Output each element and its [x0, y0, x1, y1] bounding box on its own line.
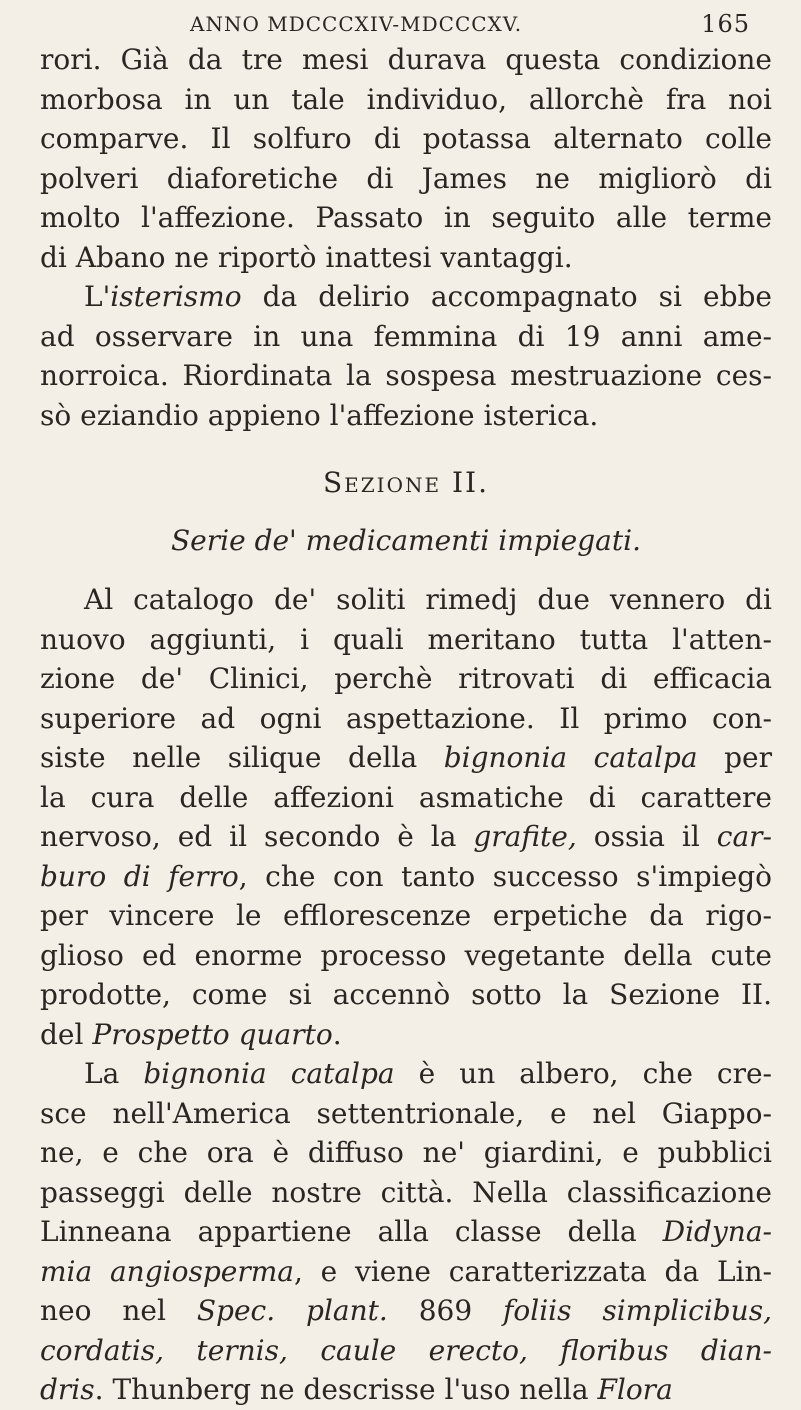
text-run: , e viene caratterizzata da Lin-: [293, 1254, 772, 1288]
italic-term: mia angiosperma: [40, 1254, 294, 1288]
italic-term: grafite,: [473, 820, 577, 853]
text-run: La: [84, 1057, 144, 1090]
text-line: [40, 277, 772, 317]
text-run: .: [332, 1017, 342, 1051]
text-line: [40, 1054, 772, 1094]
text-run: siste nelle silique della: [40, 741, 444, 774]
text-run: da delirio accompagnato si ebbe: [241, 280, 772, 313]
italic-term: Prospetto quarto: [92, 1017, 333, 1051]
text-line: [40, 1291, 772, 1331]
text-line: [40, 738, 772, 778]
text-line: ad osservare in una femmina di 19 anni ame-: [40, 319, 772, 353]
italic-term: dris: [40, 1373, 95, 1406]
text-line: ne, e che ora è diffuso ne' giardini, e pubblici: [40, 1136, 772, 1169]
text-run: nervoso, ed il secondo è la: [40, 820, 474, 853]
text-run: Linneana appartiene alla classe della: [40, 1215, 663, 1248]
text-line: [40, 1331, 772, 1371]
italic-term: bignonia catalpa: [443, 741, 698, 774]
text-line: comparve. Il solfuro di potassa alternato colle: [40, 122, 772, 155]
running-title: ANNO MDCCCXIV-MDCCCXV.: [190, 12, 523, 36]
text-line: [40, 817, 772, 857]
text-line: glioso ed enorme processo vegetante della cute: [40, 938, 772, 972]
section-subtitle: Serie de' medicamenti impiegati.: [171, 523, 641, 557]
italic-term: Didyna-: [662, 1215, 772, 1248]
italic-term: buro di ferro: [40, 859, 239, 893]
paragraph: [40, 277, 772, 435]
text-line: di Abano ne riportò inattesi vantaggi.: [40, 240, 573, 274]
italic-term: isterismo: [110, 280, 242, 313]
text-line: morbosa in un tale individuo, allorchè fra noi: [40, 82, 772, 116]
text-line: superiore ad ogni aspettazione. Il primo con-: [40, 701, 772, 735]
text-line: [40, 1015, 772, 1055]
text-run: per: [697, 741, 773, 774]
text-run: L': [84, 280, 111, 313]
text-line: rori. Già da tre mesi durava questa condizione: [40, 43, 772, 76]
text-line: Al catalogo de' soliti rimedj due vennero di: [84, 583, 772, 616]
body-text: [40, 40, 772, 1410]
text-line: norroica. Riordinata la sospesa mestruazione ces-: [40, 359, 772, 392]
text-line: [40, 1370, 772, 1410]
text-run: , che con tanto successo s'impiegò: [238, 859, 772, 893]
text-line: sce nell'America settentrionale, e nel Giappo-: [40, 1096, 772, 1130]
text-line: [40, 1212, 772, 1252]
text-run: del: [40, 1017, 93, 1051]
text-line: passeggi delle nostre città. Nella classificazione: [40, 1175, 772, 1209]
section-title: Sezione II.: [323, 466, 489, 499]
italic-term: cordatis, ternis, caule erecto, floribus dian-: [40, 1333, 772, 1367]
text-line: sò eziandio appieno l'affezione isterica.: [40, 398, 599, 432]
italic-term: Flora: [597, 1373, 673, 1406]
text-line: prodotte, come si accennò sotto la Sezione II.: [40, 978, 772, 1011]
text-run: è un albero, che cre-: [394, 1057, 773, 1090]
text-line: per vincere le efflorescenze erpetiche da rigo-: [40, 899, 772, 932]
text-run: neo nel: [40, 1294, 197, 1327]
text-run: . Thunberg ne descrisse l'uso nella: [94, 1373, 598, 1406]
page-number: 165: [701, 10, 750, 38]
text-run: 869: [387, 1294, 504, 1327]
paragraph: [40, 580, 772, 1054]
text-line: molto l'affezione. Passato in seguito alle terme: [40, 201, 772, 234]
italic-term: Spec. plant.: [196, 1294, 388, 1327]
italic-term: bignonia catalpa: [143, 1057, 395, 1090]
text-run: ossia il: [576, 820, 717, 853]
paragraph: [40, 40, 772, 277]
italic-term: foliis simplicibus,: [503, 1294, 772, 1327]
paragraph: [40, 1054, 772, 1410]
italic-term: car-: [716, 820, 773, 853]
text-line: polveri diaforetiche di James ne migliorò di: [40, 161, 772, 195]
text-line: la cura delle affezioni asmatiche di carattere: [40, 780, 772, 814]
running-header: [190, 12, 750, 36]
text-line: zione de' Clinici, perchè ritrovati di efficacia: [40, 662, 772, 695]
text-line: nuovo aggiunti, i quali meritano tutta l'atten-: [40, 622, 772, 656]
text-line: [40, 1252, 772, 1292]
text-line: [40, 857, 772, 897]
